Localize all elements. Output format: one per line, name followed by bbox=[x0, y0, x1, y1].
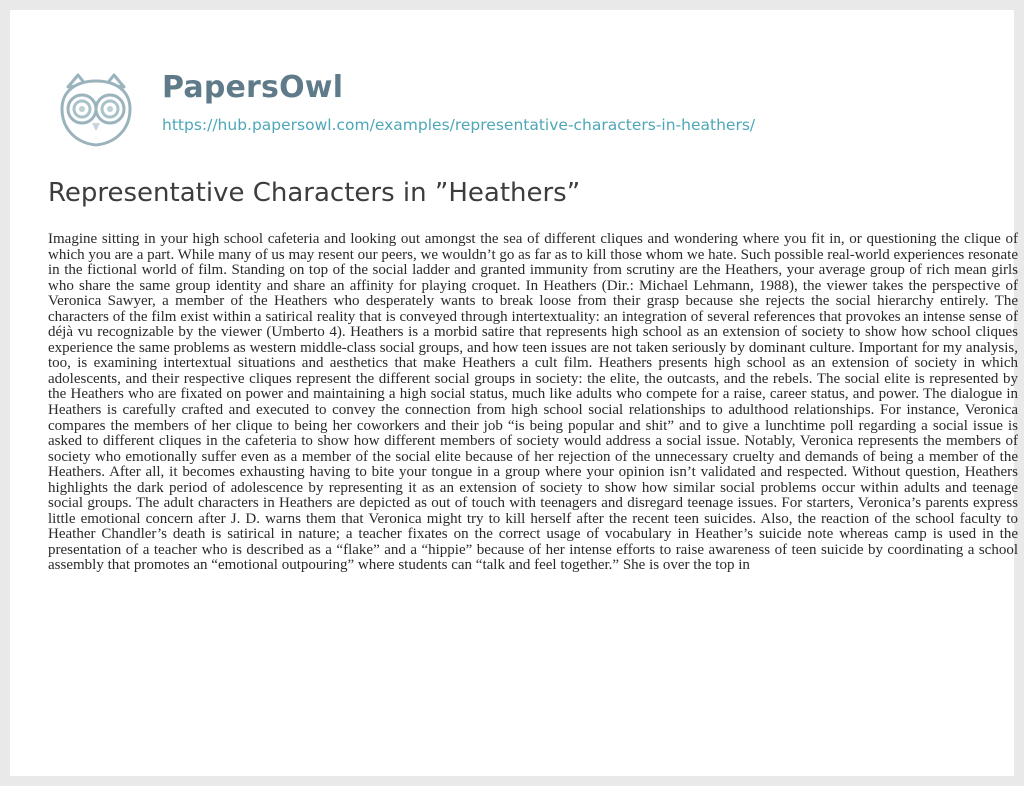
brand-name: PapersOwl bbox=[162, 70, 344, 105]
document-page bbox=[10, 10, 1018, 776]
document-title: Representative Characters in ”Heathers” bbox=[48, 178, 581, 208]
essay-body: Imagine sitting in your high school cafeteria and looking out amongst the sea of different cliques and wondering where you fit in, or questioning the clique of which you are a part. While many of us may resent our peers, we wouldn’t go as far as to kill those whom we hate. Such possible real-world experiences resonate in the fictional world of film. Standing on top of the social ladder and granted immunity from scrutiny are the Heathers, your average group of rich mean girls who share the same group identity and share an affinity for playing croquet. In Heathers (Dir.: Michael Lehmann, 1988), the viewer takes the perspective of Veronica Sawyer, a member of the Heathers who desperately wants to break loose from their grasp because she rejects the social hierarchy entirely. The characters of the film exist within a satirical reality that is conveyed through intertextuality: an integration of several references that provokes an intense sense of déjà vu recognizable by the viewer (Umberto 4). Heathers is a morbid satire that represents high school as an extension of society to show how school cliques experience the same problems as western middle-class social groups, and how teen issues are not taken seriously by dominant culture. Important for my analysis, too, is examining intertextual situations and aesthetics that make Heathers a cult film. Heathers presents high school as an extension of society in which adolescents, and their respective cliques represent the different social groups in society: the elite, the outcasts, and the rebels. The social elite is represented by the Heathers who are fixated on power and maintaining a high social status, much like adults who compete for a raise, career status, and power. The dialogue in Heathers is carefully crafted and executed to convey the connection from high school social relationships to adulthood relationships. For instance, Veronica compares the members of her clique to being her coworkers and their job “is being popular and shit” and to give a lunchtime poll regarding a social issue is asked to different cliques in the cafeteria to show how different members of society would address a social issue. Notably, Veronica represents the members of society who emotionally suffer even as a member of the social elite because of her rejection of the unnecessary cruelty and demands of being a member of the Heathers. After all, it becomes exhausting having to bite your tongue in a group where your opinion isn’t validated and respected. Without question, Heathers highlights the dark period of adolescence by representing it as an extension of society to show how similar social problems occur within adults and teenage social groups. The adult characters in Heathers are depicted as out of touch with teenagers and disregard teenage issues. For starters, Veronica’s parents express little emotional concern after J. D. warns them that Veronica might try to kill herself after the recent teen suicides. Also, the reaction of the school faculty to Heather Chandler’s death is satirical in nature; a teacher fixates on the correct usage of vocabulary in Heather’s suicide note whereas camp is used in the presentation of a teacher who is described as a “flake” and a “hippie” because of her intense efforts to raise awareness of teen suicide by coordinating a school assembly that promotes an “emotional outpouring” where students can “talk and feel together.” She is over the top in bbox=[48, 231, 1018, 574]
owl-logo-icon bbox=[52, 65, 140, 153]
source-url-link[interactable]: https://hub.papersowl.com/examples/representative-characters-in-heathers/ bbox=[162, 116, 756, 134]
